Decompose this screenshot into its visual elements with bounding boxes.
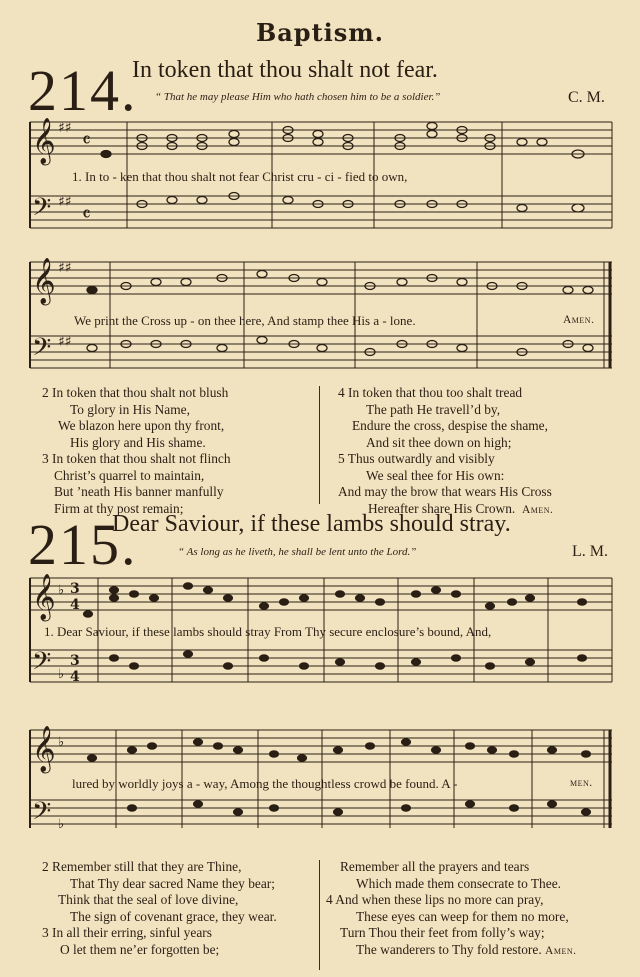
hymn-214-verses-left [42, 385, 231, 517]
hymn-215-meter: L. M. [572, 543, 608, 560]
hymn-214-staves [22, 110, 618, 372]
verse-line [326, 942, 577, 960]
svg-text:𝄴: 𝄴 [82, 128, 91, 152]
svg-text:𝄴: 𝄴 [82, 202, 91, 226]
svg-text:𝄢: 𝄢 [32, 193, 52, 228]
svg-text:𝄢: 𝄢 [32, 647, 52, 682]
svg-text:4: 4 [70, 597, 80, 613]
svg-text:♯♯: ♯♯ [58, 194, 72, 210]
treble-staff-1 [30, 122, 612, 154]
verse-line: Which made them consecrate to Thee. [356, 875, 561, 891]
svg-text:♯♯: ♯♯ [58, 334, 72, 350]
svg-text:𝄞: 𝄞 [32, 726, 56, 772]
verse-line: Turn Thou their feet from folly’s way; [340, 925, 545, 940]
column-divider [319, 386, 320, 504]
verse-line: That Thy dear sacred Name they bear; [70, 875, 275, 891]
hymn-215-lyrics-line-1: 1. Dear Saviour, if these lambs should stray From Thy secure enclosure’s bound, And, [44, 624, 492, 639]
verse-line: We seal thee for His own: [366, 467, 505, 483]
hymn-number-215: 215. [28, 512, 138, 577]
verse-line: His glory and His shame. [70, 434, 206, 450]
verse-line: O let them ne’er forgotten be; [60, 941, 220, 957]
verse-line: And sit thee down on high; [366, 434, 512, 450]
svg-text:𝄢: 𝄢 [32, 333, 52, 368]
verse-line: 2 In token that thou shalt not blush [42, 385, 229, 400]
svg-text:3: 3 [70, 581, 80, 597]
verse-line: 4 And when these lips no more can pray, [326, 892, 544, 907]
verse-line: To glory in His Name, [70, 401, 190, 417]
verse-line: Remember all the prayers and tears [340, 859, 530, 874]
verse-line: 3 In token that thou shalt not flinch [42, 451, 231, 466]
hymn-215-epigraph: “ As long as he liveth, he shall be lent unto the Lord.” [178, 546, 417, 558]
svg-text:𝄞: 𝄞 [32, 574, 56, 620]
svg-text:3: 3 [70, 653, 80, 669]
hymn-215-verses-right [326, 859, 577, 959]
hymn-214-lyrics-line-1: 1. In to - ken that thou shalt not fear Christ cru - ci - fied to own, [72, 169, 408, 184]
verse-line: 3 In all their erring, sinful years [42, 925, 212, 940]
svg-text:♭: ♭ [58, 817, 65, 828]
column-divider [319, 860, 320, 970]
verse-line: These eyes can weep for them no more, [356, 908, 569, 924]
hymn-214-epigraph: “ That he may please Him who hath chosen him to be a soldier.” [155, 91, 441, 103]
svg-text:♭: ♭ [58, 583, 65, 598]
section-title: Baptism. [255, 18, 385, 47]
verse-line: The path He travell’d by, [366, 401, 501, 417]
verse-amen: Amen. [545, 944, 577, 957]
hymn-215-verses-left [42, 859, 277, 958]
svg-text:♭: ♭ [58, 667, 65, 682]
svg-text:♭: ♭ [58, 735, 65, 750]
verse-line: Think that the seal of love divine, [58, 892, 239, 907]
verse-line: 5 Thus outwardly and visibly [338, 451, 495, 466]
svg-text:𝄢: 𝄢 [32, 797, 52, 828]
hymn-215-first-line: Dear Saviour, if these lambs should stray. [112, 511, 511, 537]
hymn-214-amen-label: Amen. [563, 314, 595, 326]
svg-text:♯♯: ♯♯ [58, 260, 72, 276]
hymn-215-lyrics-line-2: lured by worldly joys a - way, Among the thoughtless crowd be found. A - [72, 776, 458, 791]
verse-line-text: The wanderers to Thy fold restore. [356, 941, 542, 957]
verse-line: Endure the cross, despise the shame, [352, 418, 548, 433]
verse-line: 2 Remember still that they are Thine, [42, 859, 242, 874]
verse-line: Firm at thy post remain; [54, 500, 184, 516]
hymn-214-score [22, 110, 618, 372]
hymn-214-lyrics-line-2: We print the Cross up - on thee here, And stamp thee His a - lone. [74, 313, 416, 328]
hymn-215-amen-label: men. [570, 777, 593, 789]
verse-line-text: Hereafter share His Crown. [368, 500, 516, 516]
svg-text:𝄞: 𝄞 [32, 118, 56, 164]
verse-line: The sign of covenant grace, they wear. [70, 908, 277, 924]
verse-line: 4 In token that thou too shalt tread [338, 385, 523, 400]
verse-line: We blazon here upon thy front, [58, 418, 225, 433]
svg-text:4: 4 [70, 669, 80, 685]
verse-line: But ’neath His banner manfully [54, 484, 224, 499]
hymn-number-214: 214. [28, 58, 138, 123]
verse-line: Christ’s quarrel to maintain, [54, 467, 205, 483]
svg-text:𝄞: 𝄞 [32, 258, 56, 304]
hymn-214-meter: C. M. [568, 89, 605, 106]
verse-amen: Amen. [521, 503, 554, 516]
svg-text:♯♯: ♯♯ [58, 120, 72, 136]
hymn-214-first-line: In token that thou shalt not fear. [132, 57, 438, 83]
verse-line: And may the brow that wears His Cross [338, 484, 552, 499]
hymn-214-verses-right [338, 385, 553, 518]
